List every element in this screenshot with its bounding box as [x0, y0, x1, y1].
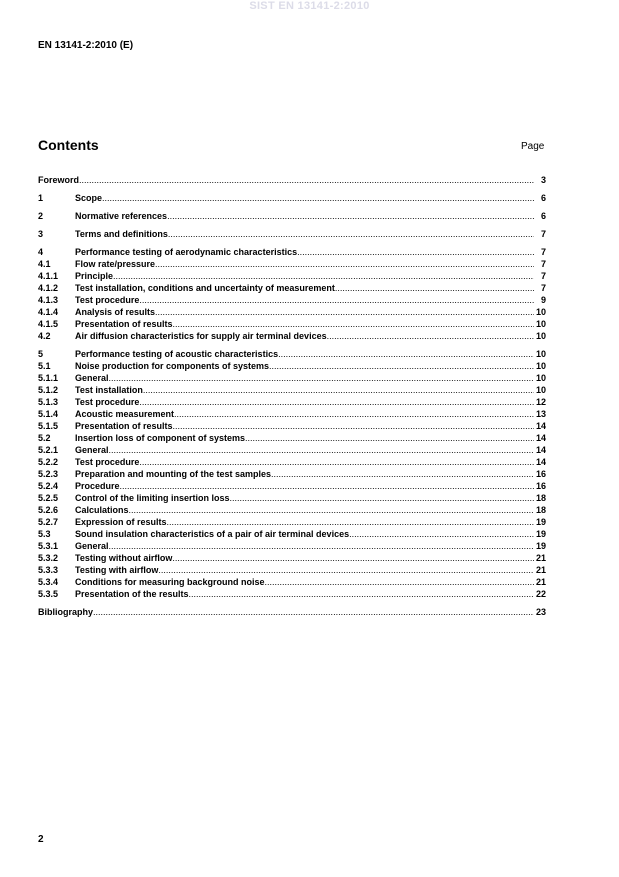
toc-entry[interactable]: [38, 372, 546, 384]
toc-entry[interactable]: [38, 306, 546, 318]
toc-entry-page: 6: [540, 211, 546, 221]
toc-entry-page: 16: [535, 481, 546, 491]
toc-entry-title: Presentation of the results .....: [75, 588, 534, 600]
toc-entry-number: 4.1: [38, 259, 51, 269]
page-number: 2: [38, 834, 44, 845]
toc-entry[interactable]: [38, 504, 546, 516]
toc-entry-page: 19: [535, 517, 546, 527]
toc-entry-title: General .....: [75, 540, 534, 552]
toc-entry-number: 5.3.1: [38, 541, 59, 551]
toc-entry[interactable]: [38, 318, 546, 330]
toc-entry-number: 5.3.3: [38, 565, 59, 575]
toc-entry-title: Air diffusion characteristics for supply air terminal devices .....: [75, 330, 534, 342]
toc-entry-number: 5.2.2: [38, 457, 59, 467]
toc-entry[interactable]: [38, 564, 546, 576]
toc-entry-page: 10: [535, 373, 546, 383]
toc-entry-number: 5.2.5: [38, 493, 59, 503]
toc-entry-title: Test installation, conditions and uncertainty of measurement .....: [75, 282, 534, 294]
toc-entry[interactable]: [38, 528, 546, 540]
toc-entry[interactable]: [38, 552, 546, 564]
toc-entry[interactable]: [38, 294, 546, 306]
toc-entry-page: 10: [535, 361, 546, 371]
toc-entry-number: 5.1.3: [38, 397, 59, 407]
toc-entry-title: Foreword .....: [38, 174, 534, 186]
toc-entry-title: Insertion loss of component of systems .....: [75, 432, 534, 444]
toc-entry[interactable]: [38, 360, 546, 372]
toc-entry[interactable]: [38, 384, 546, 396]
toc-entry-page: 7: [540, 283, 546, 293]
toc-entry[interactable]: [38, 540, 546, 552]
toc-entry[interactable]: [38, 516, 546, 528]
toc-entry-title: Flow rate/pressure .....: [75, 258, 534, 270]
toc-entry-page: 18: [535, 493, 546, 503]
toc-entry-number: 5.1: [38, 361, 51, 371]
toc-entry-page: 21: [535, 553, 546, 563]
toc-entry-page: 7: [540, 247, 546, 257]
toc-entry-page: 14: [535, 421, 546, 431]
toc-entry[interactable]: [38, 246, 546, 258]
toc-entry[interactable]: [38, 444, 546, 456]
toc-entry-number: 5.1.4: [38, 409, 59, 419]
toc-entry[interactable]: [38, 456, 546, 468]
page-column-label: Page: [521, 141, 545, 152]
toc-entry[interactable]: [38, 258, 546, 270]
toc-entry[interactable]: [38, 468, 546, 480]
toc-entry[interactable]: [38, 192, 546, 204]
toc-entry-number: 5.1.5: [38, 421, 59, 431]
document-id: EN 13141-2:2010 (E): [38, 40, 134, 51]
toc-entry[interactable]: [38, 606, 546, 618]
toc-entry-number: 5.2.4: [38, 481, 59, 491]
toc-entry-page: 7: [540, 229, 546, 239]
toc-entry-page: 19: [535, 541, 546, 551]
toc-entry-page: 18: [535, 505, 546, 515]
toc-entry-title: Terms and definitions .....: [75, 228, 534, 240]
toc-entry-page: 10: [535, 307, 546, 317]
toc-entry-number: 5.2.3: [38, 469, 59, 479]
toc-entry[interactable]: [38, 576, 546, 588]
toc-entry[interactable]: [38, 492, 546, 504]
toc-entry-page: 10: [535, 349, 546, 359]
toc-entry-page: 13: [535, 409, 546, 419]
toc-entry-title: Normative references .....: [75, 210, 534, 222]
toc-entry-title: Test installation .....: [75, 384, 534, 396]
toc-entry-page: 14: [535, 445, 546, 455]
toc-entry-number: 4: [38, 247, 44, 257]
toc-entry-title: Testing without airflow .....: [75, 552, 534, 564]
toc-entry-page: 7: [540, 271, 546, 281]
toc-entry-number: 5.3.2: [38, 553, 59, 563]
toc-entry-number: 5.3.4: [38, 577, 59, 587]
toc-entry-number: 4.2: [38, 331, 51, 341]
toc-entry-title: Analysis of results .....: [75, 306, 534, 318]
toc-entry-title: Bibliography .....: [38, 606, 534, 618]
toc-entry-title: Presentation of results .....: [75, 318, 534, 330]
toc-entry[interactable]: [38, 396, 546, 408]
toc-entry-number: 5.1.2: [38, 385, 59, 395]
toc-entry-number: 4.1.2: [38, 283, 59, 293]
toc-entry-title: Performance testing of acoustic characteristics .....: [75, 348, 534, 360]
toc-entry-title: Acoustic measurement .....: [75, 408, 534, 420]
toc-entry-title: Test procedure .....: [75, 456, 534, 468]
toc-entry-title: Procedure .....: [75, 480, 534, 492]
toc-entry[interactable]: [38, 420, 546, 432]
toc-entry[interactable]: [38, 270, 546, 282]
toc-entry-page: 23: [535, 607, 546, 617]
table-of-contents: [38, 174, 546, 618]
toc-entry[interactable]: [38, 408, 546, 420]
toc-entry-page: 16: [535, 469, 546, 479]
toc-entry-page: 14: [535, 457, 546, 467]
toc-entry[interactable]: [38, 588, 546, 600]
toc-entry-number: 5.3.5: [38, 589, 59, 599]
toc-entry-number: 4.1.5: [38, 319, 59, 329]
toc-entry-number: 5.3: [38, 529, 51, 539]
toc-entry-number: 5.2.7: [38, 517, 59, 527]
toc-entry[interactable]: [38, 282, 546, 294]
toc-entry-page: 19: [535, 529, 546, 539]
toc-entry-title: General .....: [75, 372, 534, 384]
toc-entry-title: Test procedure .....: [75, 294, 534, 306]
toc-entry-title: Sound insulation characteristics of a pair of air terminal devices .....: [75, 528, 534, 540]
toc-entry-number: 1: [38, 193, 44, 203]
toc-entry-page: 10: [535, 319, 546, 329]
toc-entry-title: Preparation and mounting of the test samples .....: [75, 468, 534, 480]
toc-entry-page: 12: [535, 397, 546, 407]
toc-entry-page: 6: [540, 193, 546, 203]
toc-entry[interactable]: [38, 330, 546, 342]
toc-entry-page: 22: [535, 589, 546, 599]
toc-entry-title: Test procedure .....: [75, 396, 534, 408]
toc-entry-number: 5: [38, 349, 44, 359]
toc-entry-number: 3: [38, 229, 44, 239]
toc-entry[interactable]: [38, 348, 546, 360]
toc-entry-title: Noise production for components of systems .....: [75, 360, 534, 372]
contents-heading: Contents: [38, 137, 99, 153]
toc-entry-number: 2: [38, 211, 44, 221]
toc-entry[interactable]: [38, 228, 546, 240]
watermark: SIST EN 13141-2:2010: [249, 0, 370, 12]
toc-entry-title: Testing with airflow .....: [75, 564, 534, 576]
toc-entry-page: 9: [540, 295, 546, 305]
toc-entry-page: 10: [535, 385, 546, 395]
toc-entry-number: 4.1.4: [38, 307, 59, 317]
toc-entry-title: Presentation of results .....: [75, 420, 534, 432]
toc-entry[interactable]: [38, 480, 546, 492]
toc-entry-title: Conditions for measuring background noise .....: [75, 576, 534, 588]
toc-entry-number: 5.2.1: [38, 445, 59, 455]
toc-entry-page: 3: [540, 175, 546, 185]
toc-entry-page: 10: [535, 331, 546, 341]
toc-entry-number: 5.2: [38, 433, 51, 443]
toc-entry-title: Scope .....: [75, 192, 534, 204]
toc-entry[interactable]: [38, 210, 546, 222]
toc-entry-title: Calculations .....: [75, 504, 534, 516]
toc-entry-page: 14: [535, 433, 546, 443]
toc-entry[interactable]: [38, 432, 546, 444]
toc-entry-page: 21: [535, 577, 546, 587]
toc-entry-title: Control of the limiting insertion loss .....: [75, 492, 534, 504]
toc-entry-page: 7: [540, 259, 546, 269]
toc-entry[interactable]: [38, 174, 546, 186]
toc-entry-title: Expression of results .....: [75, 516, 534, 528]
toc-entry-number: 5.1.1: [38, 373, 59, 383]
toc-entry-title: Performance testing of aerodynamic characteristics .....: [75, 246, 534, 258]
toc-entry-number: 4.1.3: [38, 295, 59, 305]
toc-entry-page: 21: [535, 565, 546, 575]
toc-entry-title: Principle .....: [75, 270, 534, 282]
toc-entry-title: General .....: [75, 444, 534, 456]
toc-entry-number: 5.2.6: [38, 505, 59, 515]
toc-entry-number: 4.1.1: [38, 271, 59, 281]
